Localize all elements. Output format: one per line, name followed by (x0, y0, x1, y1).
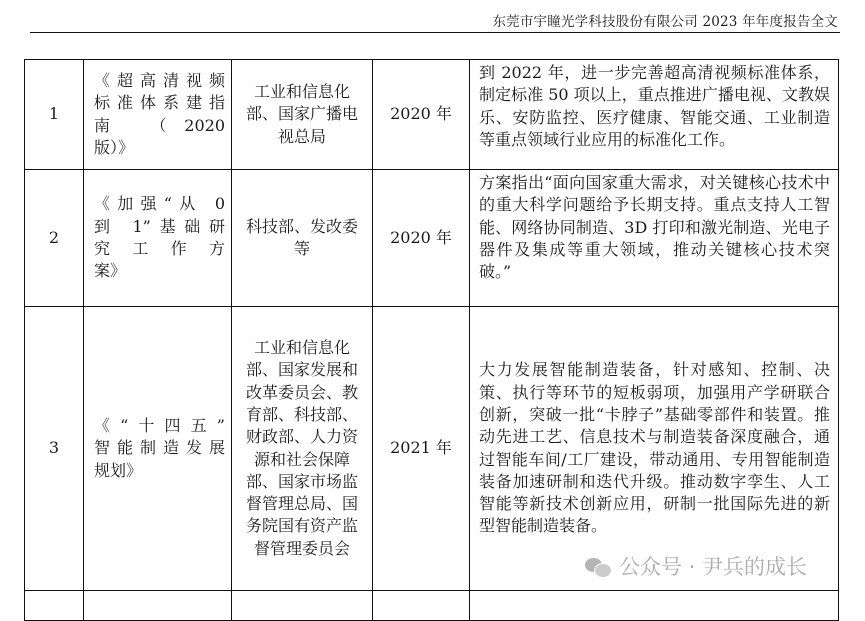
policy-description: 方案指出“面向国家重大需求，对关键核心技术中的重大科学问题给予长期支持。重点支持人工智能、网络协同制造、3D 打印和激光制造、光电子器件及集成等重大领域，推动关键核心技术突破。” (470, 170, 839, 307)
report-title: 东莞市宇瞳光学科技股份有限公司 2023 年年度报告全文 (492, 14, 838, 30)
row-number: 2 (25, 170, 84, 307)
issuing-department (232, 591, 373, 621)
issuing-department: 工业和信息化部、国家广播电视总局 (232, 60, 373, 170)
policy-name-line: 规划》 (94, 460, 143, 480)
policy-description: 到 2022 年，进一步完善超高清视频标准体系，制定标准 50 项以上，重点推进广播电视、文教娱乐、安防监控、医疗健康、智能交通、工业制造等重点领域行业应用的标准化工作。 (470, 60, 839, 170)
policy-name-line: 标准体系建指 (94, 93, 225, 113)
policy-name-line: 《加强“从 0 (94, 194, 225, 214)
policy-table (24, 59, 839, 621)
table-row (25, 170, 839, 307)
policy-name-line: 到 1”基础研 (94, 216, 225, 236)
policy-name-line: 版）》 (94, 137, 135, 157)
row-number (25, 591, 84, 621)
issuing-department: 科技部、发改委等 (232, 170, 373, 307)
policy-name (84, 591, 232, 621)
policy-description (470, 591, 839, 621)
policy-name-line: 案》 (94, 261, 127, 281)
table-row (25, 591, 839, 621)
issue-year: 2021 年 (373, 307, 470, 591)
page-header (30, 6, 840, 33)
policy-name-line: 南 （2020 (94, 115, 225, 135)
policy-name-line: 《超高清视频 (94, 70, 225, 90)
issue-year (373, 591, 470, 621)
table-row (25, 307, 839, 591)
row-number: 3 (25, 307, 84, 591)
watermark-text: 公众号 · 尹兵的成长 (619, 555, 808, 579)
issuing-department: 工业和信息化部、国家发展和改革委员会、教育部、科技部、财政部、人力资源和社会保障部、国家市场监督管理总局、国务院国有资产监督管理委员会 (232, 307, 373, 591)
policy-name (84, 60, 232, 170)
wechat-icon (585, 556, 611, 578)
policy-name-line: 究 工 作 方 (94, 239, 225, 258)
policy-name (84, 170, 232, 307)
watermark (585, 551, 843, 583)
policy-name-line: 《“十四五” (94, 416, 225, 436)
issue-year: 2020 年 (373, 170, 470, 307)
policy-name-line: 智能制造发展 (94, 438, 225, 458)
table-row (25, 60, 839, 170)
issue-year: 2020 年 (373, 60, 470, 170)
policy-description: 大力发展智能制造装备，针对感知、控制、决策、执行等环节的短板弱项，加强用产学研联合创新，突破一批“卡脖子”基础零部件和装置。推动先进工艺、信息技术与制造装备深度融合，通过智能车间/工厂建设，带动通用、专用智能制造装备加速研制和迭代升级。推动数字孪生、人工智能等新技术创新应用，研制一批国际先进的新型智能制造装备。 (470, 307, 839, 591)
row-number: 1 (25, 60, 84, 170)
policy-name (84, 307, 232, 591)
